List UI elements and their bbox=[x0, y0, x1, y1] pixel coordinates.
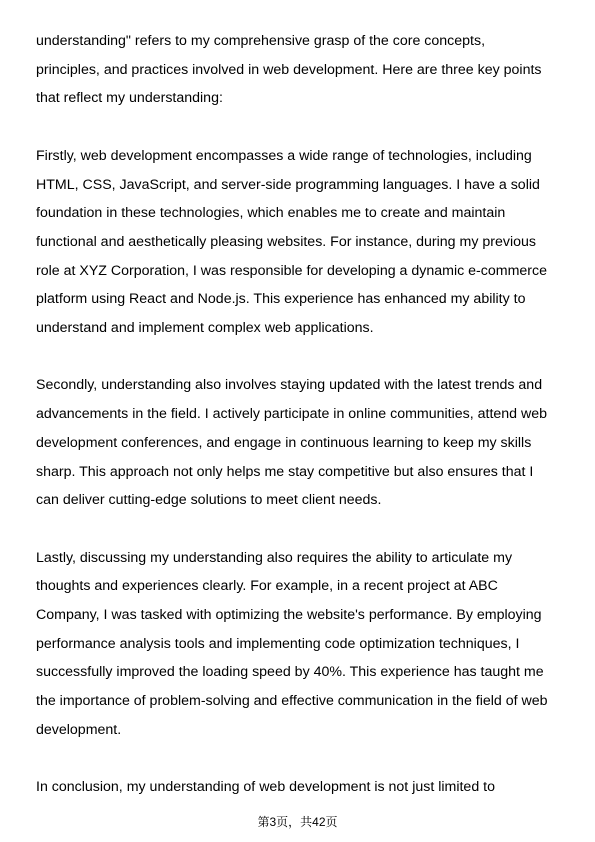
text-line: that reflect my understanding: bbox=[36, 90, 223, 107]
text-line: principles, and practices involved in web development. Here are three key points bbox=[36, 61, 542, 78]
text-line: HTML, CSS, JavaScript, and server-side programming languages. I have a solid bbox=[36, 176, 540, 193]
paragraph-5 bbox=[36, 773, 564, 802]
page-number-footer: 第3页，共42页 bbox=[257, 815, 338, 829]
text-line: development. bbox=[36, 721, 122, 738]
paragraph-4 bbox=[36, 544, 564, 745]
text-line: Firstly, web development encompasses a wide range of technologies, including bbox=[36, 147, 532, 164]
text-line: development conferences, and engage in continuous learning to keep my skills bbox=[36, 434, 532, 451]
text-line: Lastly, discussing my understanding also requires the ability to articulate my bbox=[36, 549, 513, 566]
text-line: platform using React and Node.js. This experience has enhanced my ability to bbox=[36, 291, 526, 308]
paragraph-1 bbox=[36, 27, 564, 113]
text-line: functional and aesthetically pleasing websites. For instance, during my previous bbox=[36, 233, 536, 250]
text-line: advancements in the field. I actively participate in online communities, attend web bbox=[36, 406, 548, 423]
text-line: In conclusion, my understanding of web development is not just limited to bbox=[36, 779, 495, 796]
text-line: understand and implement complex web applications. bbox=[36, 320, 374, 337]
text-line: Secondly, understanding also involves staying updated with the latest trends and bbox=[36, 377, 543, 394]
text-line: successfully improved the loading speed by 40%. This experience has taught me bbox=[36, 664, 544, 681]
text-line: understanding" refers to my comprehensive grasp of the core concepts, bbox=[36, 33, 486, 49]
text-line: sharp. This approach not only helps me stay competitive but also ensures that I bbox=[36, 463, 534, 480]
text-line: role at XYZ Corporation, I was responsible for developing a dynamic e-commerce bbox=[36, 262, 547, 279]
text-line: can deliver cutting-edge solutions to meet client needs. bbox=[36, 492, 382, 509]
document-body bbox=[36, 27, 564, 831]
text-line: performance analysis tools and implementing code optimization techniques, I bbox=[36, 635, 520, 652]
text-line: Company, I was tasked with optimizing the website's performance. By employing bbox=[36, 607, 542, 624]
paragraph-2 bbox=[36, 142, 564, 343]
paragraph-3 bbox=[36, 371, 564, 515]
text-line: the importance of problem-solving and effective communication in the field of web bbox=[36, 693, 548, 710]
text-line: thoughts and experiences clearly. For example, in a recent project at ABC bbox=[36, 578, 498, 595]
text-line: foundation in these technologies, which enables me to create and maintain bbox=[36, 205, 506, 222]
